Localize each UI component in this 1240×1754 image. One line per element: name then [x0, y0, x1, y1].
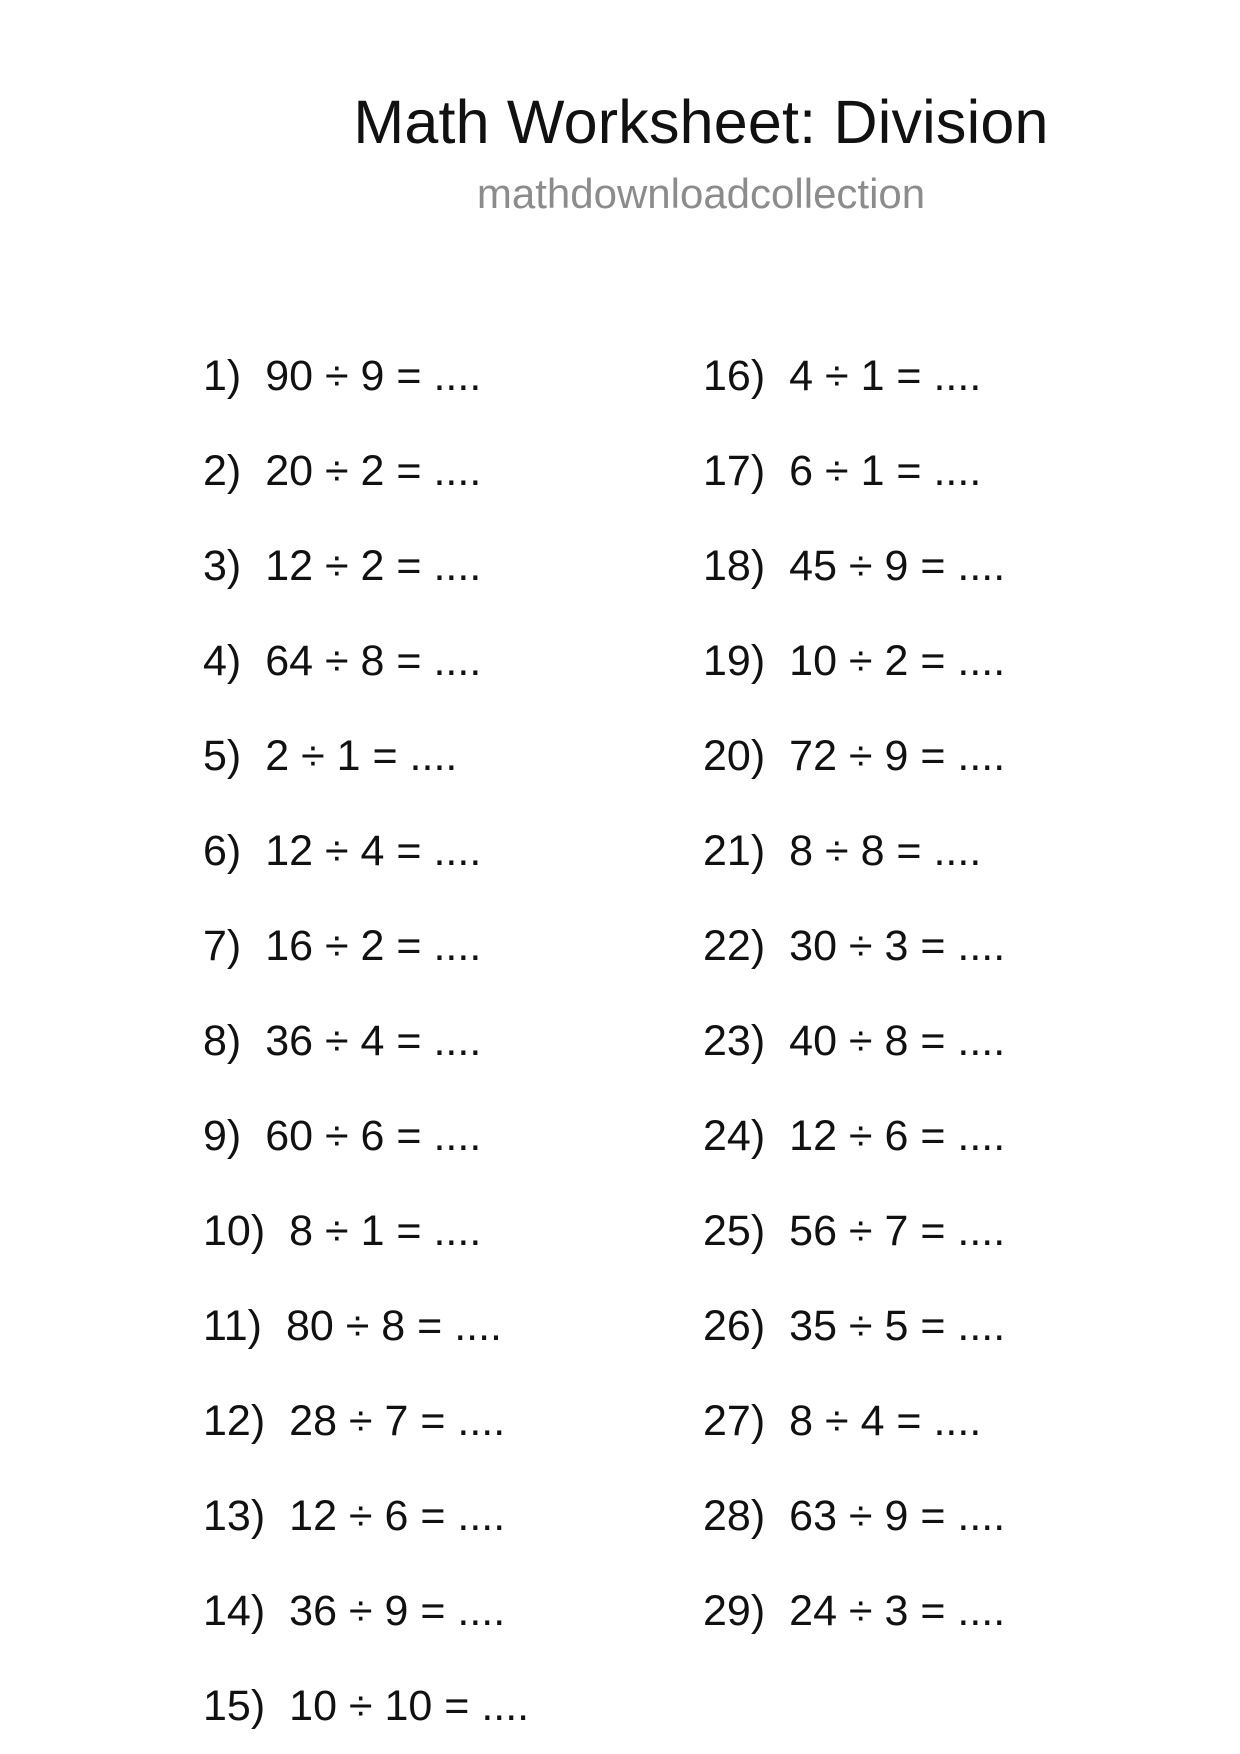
problem-number: 19) — [703, 637, 766, 685]
problem-number: 9) — [203, 1112, 242, 1160]
problem-expression: 40 ÷ 8 = .... — [789, 1017, 1006, 1065]
problem-number: 5) — [203, 732, 242, 780]
problem-item — [703, 1492, 1006, 1540]
problem-item — [203, 1302, 502, 1350]
problem-expression: 56 ÷ 7 = .... — [789, 1207, 1006, 1255]
problem-number: 15) — [203, 1682, 266, 1730]
problem-item — [203, 1682, 530, 1730]
problem-expression: 90 ÷ 9 = .... — [265, 352, 482, 400]
problem-item — [703, 542, 1006, 590]
problem-expression: 35 ÷ 5 = .... — [789, 1302, 1006, 1350]
problem-number: 27) — [703, 1397, 766, 1445]
problem-expression: 4 ÷ 1 = .... — [789, 352, 982, 400]
problem-number: 3) — [203, 542, 242, 590]
problem-expression: 12 ÷ 6 = .... — [289, 1492, 506, 1540]
problem-item — [703, 1397, 982, 1445]
problem-expression: 10 ÷ 2 = .... — [789, 637, 1006, 685]
problem-item — [203, 827, 482, 875]
problem-expression: 8 ÷ 1 = .... — [289, 1207, 482, 1255]
problem-expression: 36 ÷ 9 = .... — [289, 1587, 506, 1635]
problem-item — [703, 922, 1006, 970]
problem-item — [703, 1112, 1006, 1160]
problem-item — [703, 1302, 1006, 1350]
problem-item — [203, 447, 482, 495]
problem-item — [203, 1207, 482, 1255]
problem-number: 25) — [703, 1207, 766, 1255]
problem-item — [703, 1017, 1006, 1065]
problem-number: 2) — [203, 447, 242, 495]
problem-item — [203, 1587, 506, 1635]
problem-number: 14) — [203, 1587, 266, 1635]
problem-number: 23) — [703, 1017, 766, 1065]
problem-number: 7) — [203, 922, 242, 970]
problem-item — [703, 732, 1006, 780]
problem-item — [203, 637, 482, 685]
problem-expression: 8 ÷ 8 = .... — [789, 827, 982, 875]
problem-number: 22) — [703, 922, 766, 970]
problem-item — [203, 1397, 506, 1445]
problem-number: 18) — [703, 542, 766, 590]
problem-number: 28) — [703, 1492, 766, 1540]
problem-item — [703, 637, 1006, 685]
problem-expression: 12 ÷ 2 = .... — [265, 542, 482, 590]
problem-item — [703, 827, 982, 875]
problem-number: 20) — [703, 732, 766, 780]
problem-number: 6) — [203, 827, 242, 875]
problem-expression: 6 ÷ 1 = .... — [789, 447, 982, 495]
problem-item — [703, 352, 982, 400]
problem-number: 29) — [703, 1587, 766, 1635]
problem-expression: 8 ÷ 4 = .... — [789, 1397, 982, 1445]
problem-item — [203, 732, 458, 780]
problem-expression: 80 ÷ 8 = .... — [285, 1302, 502, 1350]
problem-item — [203, 352, 482, 400]
problem-expression: 2 ÷ 1 = .... — [265, 732, 458, 780]
problem-number: 11) — [203, 1302, 262, 1350]
problem-number: 16) — [703, 352, 766, 400]
page-title: Math Worksheet: Division — [353, 88, 1049, 156]
problem-expression: 12 ÷ 6 = .... — [789, 1112, 1006, 1160]
problem-expression: 45 ÷ 9 = .... — [789, 542, 1006, 590]
problem-number: 8) — [203, 1017, 242, 1065]
problem-expression: 24 ÷ 3 = .... — [789, 1587, 1006, 1635]
problem-item — [203, 1492, 506, 1540]
problem-expression: 36 ÷ 4 = .... — [265, 1017, 482, 1065]
problem-expression: 60 ÷ 6 = .... — [265, 1112, 482, 1160]
problem-expression: 72 ÷ 9 = .... — [789, 732, 1006, 780]
problem-expression: 64 ÷ 8 = .... — [265, 637, 482, 685]
problem-number: 12) — [203, 1397, 266, 1445]
problem-expression: 10 ÷ 10 = .... — [289, 1682, 530, 1730]
problem-item — [703, 1207, 1006, 1255]
problem-number: 13) — [203, 1492, 266, 1540]
problem-item — [203, 922, 482, 970]
problem-number: 21) — [703, 827, 766, 875]
problem-item — [703, 1587, 1006, 1635]
problem-number: 26) — [703, 1302, 766, 1350]
page-subtitle: mathdownloadcollection — [476, 170, 926, 217]
problem-expression: 12 ÷ 4 = .... — [265, 827, 482, 875]
problem-item — [203, 1112, 482, 1160]
problem-item — [203, 1017, 482, 1065]
problem-item — [203, 542, 482, 590]
problem-expression: 28 ÷ 7 = .... — [289, 1397, 506, 1445]
problem-item — [703, 447, 982, 495]
problem-expression: 16 ÷ 2 = .... — [265, 922, 482, 970]
problem-number: 10) — [203, 1207, 266, 1255]
problem-number: 1) — [203, 352, 242, 400]
problem-number: 4) — [203, 637, 242, 685]
problem-expression: 63 ÷ 9 = .... — [789, 1492, 1006, 1540]
problem-number: 17) — [703, 447, 766, 495]
problem-expression: 20 ÷ 2 = .... — [265, 447, 482, 495]
problem-expression: 30 ÷ 3 = .... — [789, 922, 1006, 970]
worksheet-header — [0, 88, 1240, 217]
problem-number: 24) — [703, 1112, 766, 1160]
